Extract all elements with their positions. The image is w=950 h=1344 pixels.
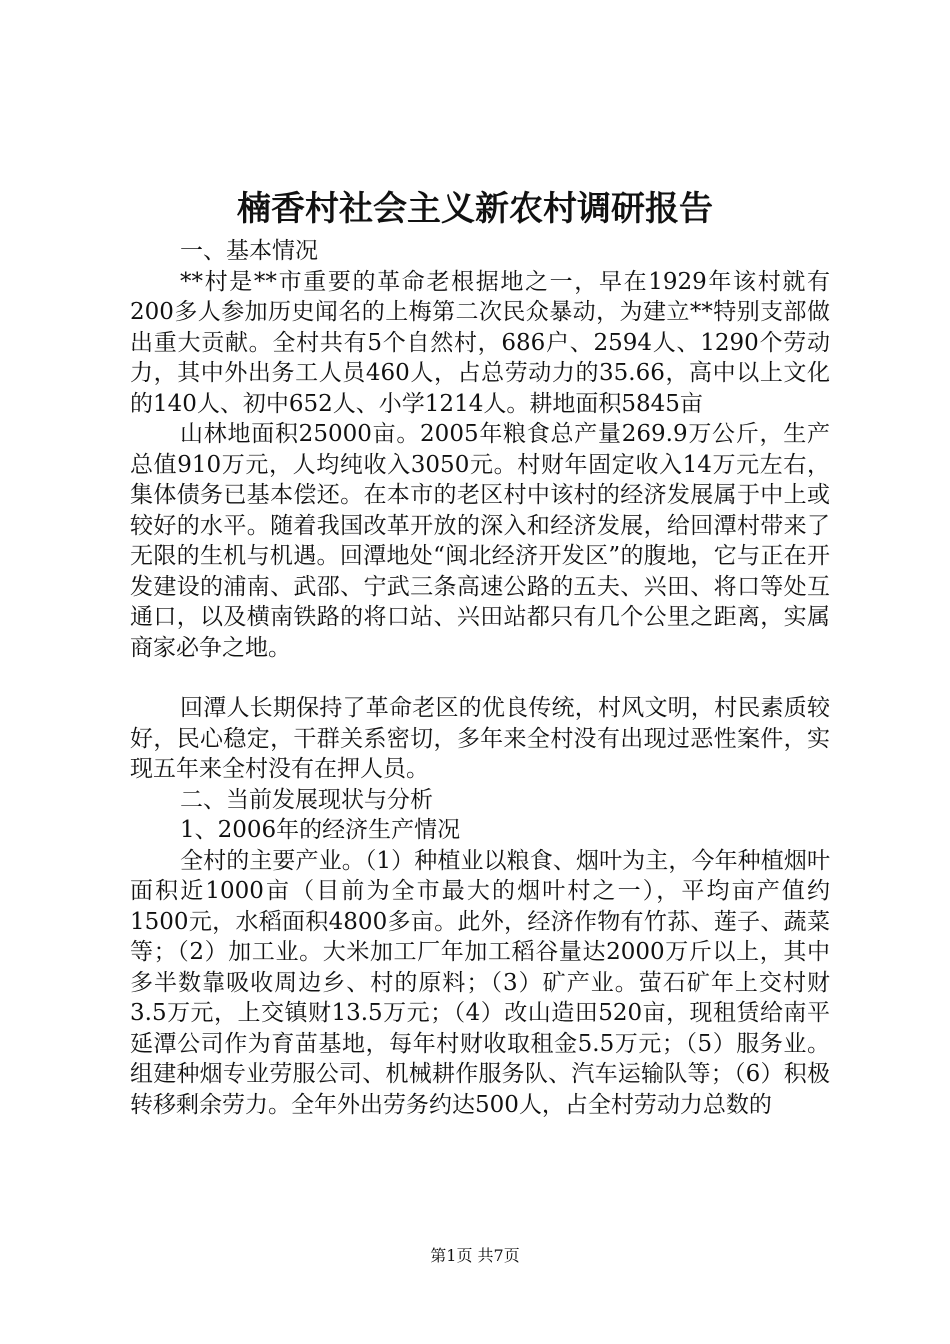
paragraph-economy: 山林地面积25000亩。2005年粮食总产量269.9万公斤，生产总值910万元，人均纯收入3050元。村财年固定收入14万元左右，集体债务已基本偿还。在本市的老区村中该村的经济发展属于中上或较好的水平。随着我国改革开放的深入和经济发展，给回潭村带来了无限的生机与机遇。回潭地处“闽北经济开发区”的腹地，它与正在开发建设的浦南、武邵、宁武三条高速公路的五夫、兴田、将口等处互通口，以及横南铁路的将口站、兴田站都只有几个公里之距离，实属商家必争之地。 xyxy=(130,421,830,661)
paragraph-village-history: **村是**市重要的革命老根据地之一，早在1929年该村就有200多人参加历史闻名的上梅第二次民众暴动，为建立**特别支部做出重大贡献。全村共有5个自然村，686户、2594人、1290个劳动力，其中外出务工人员460人，占总劳动力的35.66，高中以上文化的140人、初中652人、小学1214人。耕地面积5845亩 xyxy=(130,268,830,417)
document-title: 楠香村社会主义新农村调研报告 xyxy=(237,189,713,229)
document-body xyxy=(130,236,830,1120)
paragraph-gap xyxy=(130,663,830,693)
page-number-footer: 第1页 共7页 xyxy=(430,1246,520,1265)
section-heading-current-status: 二、当前发展现状与分析 xyxy=(180,786,433,813)
section-heading-basic-info: 一、基本情况 xyxy=(180,238,318,264)
paragraph-village-culture: 回潭人长期保持了革命老区的优良传统，村风文明，村民素质较好，民心稳定，干群关系密切，多年来全村没有出现过恶性案件，实现五年来全村没有在押人员。 xyxy=(130,695,830,782)
subsection-heading-2006-economy: 1、2006年的经济生产情况 xyxy=(180,817,461,843)
paragraph-main-industries: 全村的主要产业。（1）种植业以粮食、烟叶为主，今年种植烟叶面积近1000亩（目前为全市最大的烟叶村之一），平均亩产值约1500元，水稻面积4800多亩。此外，经济作物有竹荪、莲子、蔬菜等；（2）加工业。大米加工厂年加工稻谷量达2000万斤以上，其中多半数靠吸收周边乡、村的原料；（3）矿产业。萤石矿年上交村财3.5万元，上交镇财13.5万元；（4）改山造田520亩，现租赁给南平延潭公司作为育苗基地，每年村财收取租金5.5万元；（5）服务业。组建种烟专业劳服公司、机械耕作服务队、汽车运输队等；（6）积极转移剩余劳力。全年外出劳务约达500人，占全村劳动力总数的 xyxy=(130,847,830,1118)
